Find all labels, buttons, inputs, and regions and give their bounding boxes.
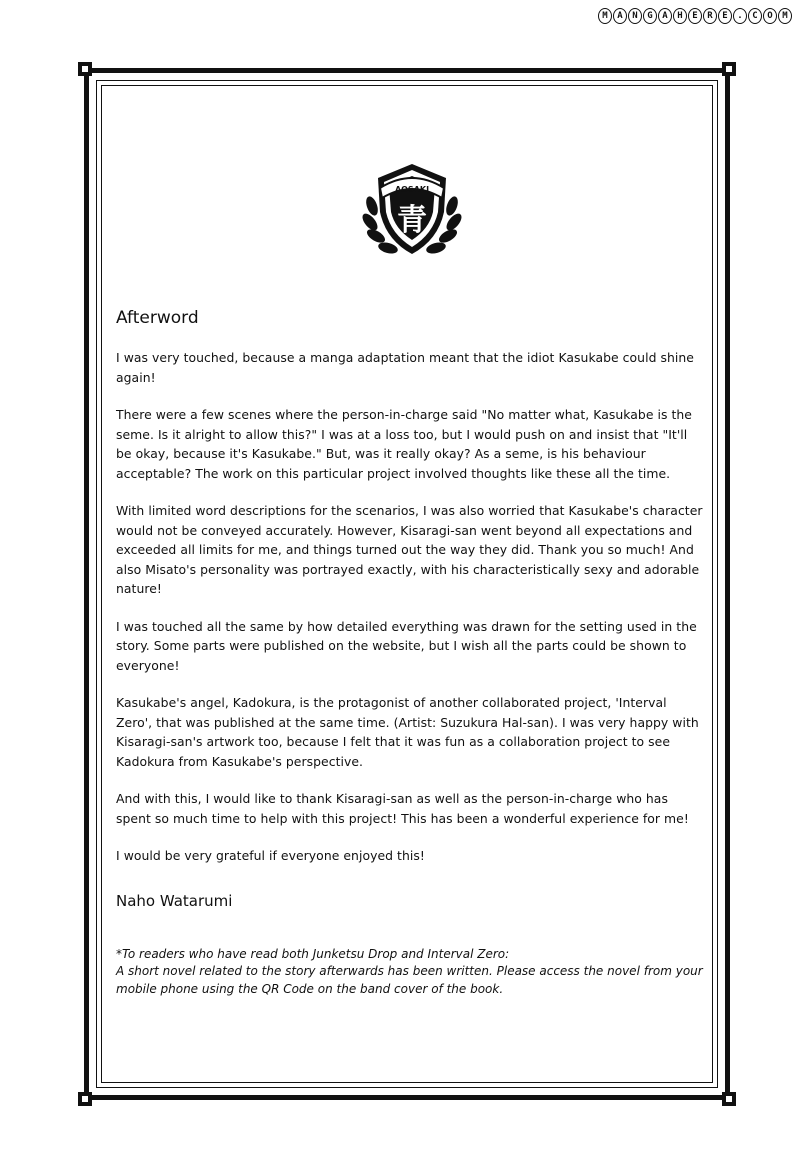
- afterword-paragraph: I was touched all the same by how detailed everything was drawn for the setting used in the story. Some parts were published on the website, but I wish all the parts could be shown to everyone!: [116, 618, 697, 673]
- watermark-letter: E: [718, 8, 732, 24]
- watermark-letter: .: [733, 8, 747, 24]
- border-corner: [78, 62, 92, 76]
- border-corner: [722, 62, 736, 76]
- watermark-letter: O: [763, 8, 777, 24]
- afterword-paragraph: Kasukabe's angel, Kadokura, is the protagonist of another collaborated project, 'Interval Zero', that was published at the same time. (Artist: Suzukura Hal-san). I was very happy with Kisaragi-san's artwork too, because I felt that it was fun as a collaboration project to see Kadokura from Kasukabe's perspective.: [116, 695, 699, 769]
- crest-character: 青: [397, 203, 427, 238]
- watermark-letter: H: [673, 8, 687, 24]
- afterword-paragraph: There were a few scenes where the person-in-charge said "No matter what, Kasukabe is the seme. Is it alright to allow this?" I was at a loss too, but I would push on and insist that "It'll be okay, because it's Kasukabe." But, was it really okay? As a seme, is his behaviour acceptable? The work on this particular project involved thoughts like these all the time.: [116, 407, 692, 481]
- reader-note-line: A short novel related to the story afterwards has been written. Please access the novel from your mobile phone using the QR Code on the band cover of the book.: [116, 964, 703, 996]
- reader-note: [116, 946, 706, 999]
- watermark-letter: E: [688, 8, 702, 24]
- crest-ribbon-text: AOSAKI: [394, 185, 430, 194]
- afterword-paragraph: And with this, I would like to thank Kisaragi-san as well as the person-in-charge who has spent so much time to help with this project! This has been a wonderful experience for me!: [116, 791, 689, 826]
- watermark-letter: N: [628, 8, 642, 24]
- reader-note-line: *To readers who have read both Junketsu Drop and Interval Zero:: [116, 946, 510, 961]
- watermark: [598, 8, 792, 24]
- afterword-paragraph: I would be very grateful if everyone enjoyed this!: [116, 848, 425, 863]
- border-corner: [78, 1092, 92, 1106]
- watermark-letter: M: [778, 8, 792, 24]
- border-corner: [722, 1092, 736, 1106]
- afterword-paragraph: I was very touched, because a manga adaptation meant that the idiot Kasukabe could shine again!: [116, 350, 694, 385]
- author-signature: Naho Watarumi: [116, 891, 233, 910]
- afterword-section: [116, 308, 706, 998]
- watermark-letter: A: [613, 8, 627, 24]
- school-crest-emblem: [358, 156, 466, 262]
- watermark-letter: M: [598, 8, 612, 24]
- watermark-letter: G: [643, 8, 657, 24]
- watermark-letter: R: [703, 8, 717, 24]
- watermark-letter: C: [748, 8, 762, 24]
- afterword-title: Afterword: [116, 308, 199, 328]
- watermark-letter: A: [658, 8, 672, 24]
- afterword-paragraph: With limited word descriptions for the scenarios, I was also worried that Kasukabe's character would not be conveyed accurately. However, Kisaragi-san went beyond all expectations and exceeded all limits for me, and things turned out the way they did. Thank you so much! And also Misato's personality was portrayed exactly, with his characteristically sexy and adorable nature!: [116, 503, 703, 596]
